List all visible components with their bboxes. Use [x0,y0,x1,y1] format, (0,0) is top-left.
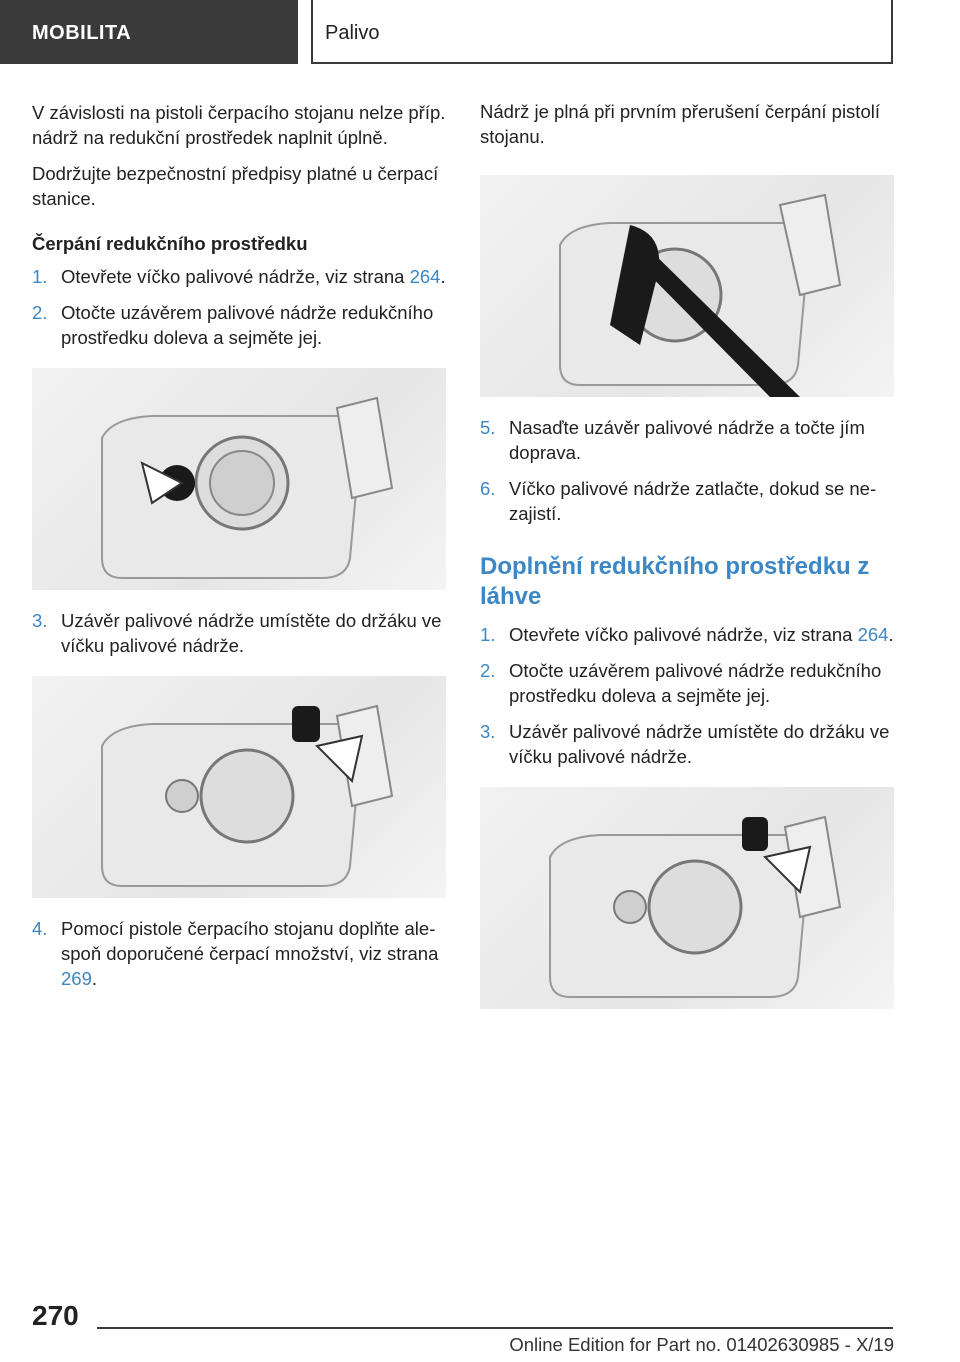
list-item [32,916,446,991]
intro-paragraph-2: Dodržujte bezpečnostní předpisy platné u čerpací stanice. [32,163,439,209]
intro-paragraph-right: Nádrž je plná při prvním přerušení čerpání pistolí stojanu. [480,101,880,147]
header-chapter-tab [311,0,893,64]
step-text: Otočte uzávěrem palivové nádrže redukčního prostředku doleva a sejměte jej. [61,302,434,348]
left-column [32,100,446,1002]
list-item [480,415,894,465]
footer-edition-text: Online Edition for Part no. 01402630985 - X/19 [509,1334,894,1355]
page-number: 270 [32,1300,79,1331]
step-text: Otočte uzávěrem palivové nádrže redukčního prostředku doleva a sejměte jej. [509,660,882,706]
section-heading-bottle: Doplnění redukčního prostředku z láhve [480,553,870,610]
illustration-pump-nozzle [480,175,894,397]
header-chapter-title: Palivo [325,22,380,44]
list-item [32,264,446,289]
step-number: 5. [480,417,496,438]
steps-list-left-a [32,264,446,350]
step-text: Pomocí pistole čerpacího stojanu doplňte alespoň doporučené čerpací množství, viz strana [61,918,439,964]
step-number: 1. [32,266,48,287]
intro-paragraph-1: V závislosti na pistoli čerpacího stojanu nelze příp. nádrž na redukční prostředek naplnit úplně. [32,102,446,148]
list-item [480,476,894,526]
page-reference-link[interactable]: 269 [61,968,92,989]
step-number: 2. [480,660,496,681]
step-number: 4. [32,918,48,939]
illustration-cap-removal [32,368,446,590]
step-text: Otevřete víčko palivové nádrže, viz strana [509,624,858,645]
step-text: Víčko palivové nádrže zatlačte, dokud se nezajistí. [509,478,877,524]
list-item [480,658,894,708]
step-text: Uzávěr palivové nádrže umístěte do držáku ve víčku palivové nádrže. [61,610,442,656]
subheading-pumping: Čerpání redukčního prostředku [32,233,308,254]
steps-list-left-c [32,916,446,991]
steps-list-left-b [32,608,446,658]
step-number: 2. [32,302,48,323]
step-text-end: . [888,624,894,645]
step-number: 3. [32,610,48,631]
steps-list-right-a [480,415,894,526]
list-item [480,622,894,647]
list-item [32,300,446,350]
page-reference-link[interactable]: 264 [857,624,889,645]
step-number: 1. [480,624,496,645]
footer-divider [97,1327,893,1329]
illustration-cap-in-holder [32,676,446,898]
step-number: 3. [480,721,496,742]
step-text: Uzávěr palivové nádrže umístěte do držáku ve víčku palivové nádrže. [509,721,890,767]
illustration-cap-in-holder-2 [480,787,894,1009]
page-reference-link[interactable]: 264 [409,266,441,287]
step-text-end: . [440,266,446,287]
steps-list-right-b [480,622,894,769]
header-section-tab [0,0,298,64]
step-text-end: . [91,968,98,989]
list-item [32,608,446,658]
list-item [480,719,894,769]
header-section-title: MOBILITA [32,22,132,44]
right-column [480,99,894,1027]
step-text: Otevřete víčko palivové nádrže, viz strana [61,266,410,287]
step-number: 6. [480,478,496,499]
step-text: Nasaďte uzávěr palivové nádrže a točte jím doprava. [509,417,865,463]
